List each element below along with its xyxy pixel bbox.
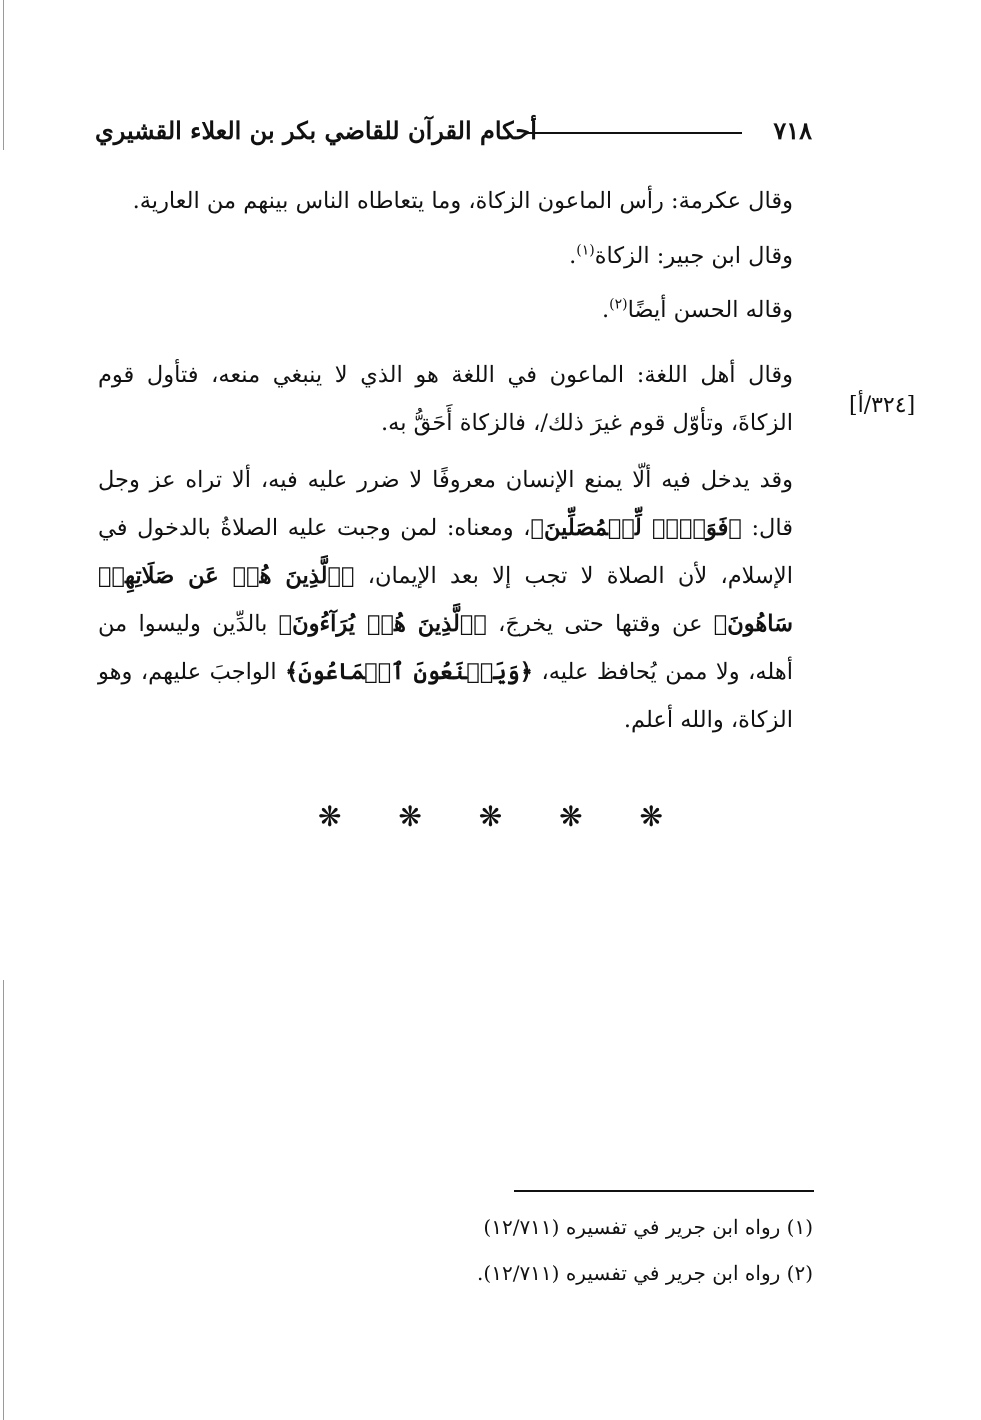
paragraph-span: وقاله الحسن أيضًا [627,297,793,323]
footnote-rule [514,1190,814,1192]
manuscript-folio-reference: [٣٢٤/أ] [849,393,916,418]
footnote-2: (٢) رواه ابن جرير في تفسيره (١٢/٧١١). [477,1261,813,1285]
paragraph-text: وقال أهل اللغة: الماعون في اللغة هو الذي لا ينبغي منعه، فتأول قوم الزكاةَ، وتأوّل قوم غيرَ ذلك/، فالزكاة أَحَقُّ به. [98,362,793,436]
header-rule [528,132,742,134]
footnote-1: (١) رواه ابن جرير في تفسيره (١٢/٧١١) [483,1215,813,1239]
paragraph-text [98,456,793,744]
paragraph-ibn-jubayr [98,232,793,280]
paragraph-explanation [98,456,793,744]
paragraph-span: ، ومعناه: لمن وجبت عليه الصلاةُ بالدخول في الإسلام، لأن الصلاة لا تجب إلا بعد الإيمان، [98,515,793,589]
paragraph-text [98,286,793,334]
paragraph-language-scholars [98,351,793,447]
paragraph-span: وقال ابن جبير: الزكاة [594,243,793,269]
paragraph-span: بالدِّين وليسوا من أهله، ولا ممن يُحافظ عليه، [98,611,793,685]
paragraph-span: . [601,297,610,323]
scan-edge-line [3,980,4,1420]
paragraph-text: وقال عكرمة: رأس الماعون الزكاة، وما يتعاطاه الناس بينهم من العارية. [132,188,793,214]
page-number: ٧١٨ [773,116,812,145]
paragraph-ikrima [98,177,793,225]
paragraph-span: الواجبَ عليهم، وهو الزكاة، والله أعلم. [98,659,793,733]
section-separator [0,800,981,833]
paragraph-span: وقد يدخل فيه ألّا يمنع الإنسان معروفًا لا ضرر عليه فيه، ألا تراه عز وجل قال: [98,467,793,541]
paragraph-span: . [569,243,577,269]
asterism-icon: ❋ [559,800,583,833]
asterism-icon: ❋ [398,800,422,833]
scan-edge-line [3,0,4,150]
asterism-icon: ❋ [478,800,503,833]
quran-verse: ﴿وَيَمۡنَعُونَ ٱلۡمَاعُونَ﴾ [285,659,533,685]
asterism-icon: ❋ [639,800,663,833]
paragraph-span: عن وقتها حتى يخرجَ، [498,611,703,637]
paragraph-hasan [98,286,793,334]
footnotes [393,1204,813,1296]
footnote-marker-2: (٢) [609,296,628,313]
quran-verse: ﴿ٱلَّذِينَ هُمۡ يُرَآءُونَ﴾ [278,611,487,637]
quran-verse: ﴿ٱلَّذِينَ هُمۡ عَن صَلَاتِهِمۡ سَاهُونَ﴾ [98,563,794,637]
page-header [95,116,812,156]
paragraph-text [98,232,793,280]
book-title: أحكام القرآن للقاضي بكر بن العلاء القشيري [95,116,537,145]
quran-verse: ﴿فَوَيۡلٞ لِّلۡمُصَلِّينَ﴾ [530,515,742,541]
footnote-marker-1: (١) [576,242,595,259]
asterism-icon: ❋ [318,800,342,833]
